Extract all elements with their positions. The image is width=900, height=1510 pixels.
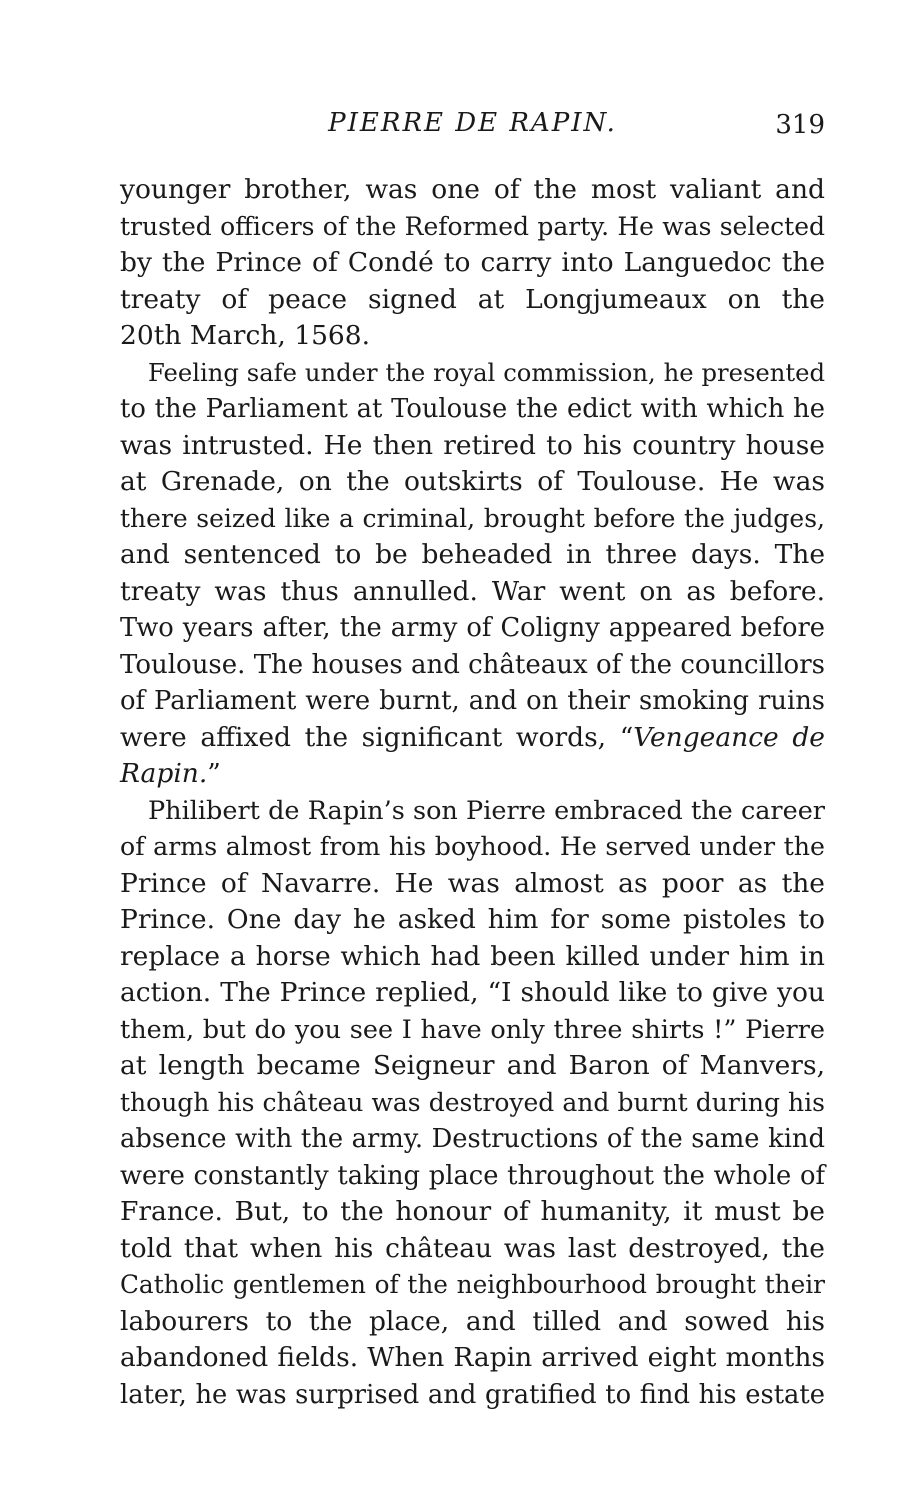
text-line: replace a horse which had been killed under him in: [120, 940, 825, 972]
body-text: [120, 172, 825, 1413]
text-line: [120, 720, 825, 757]
text-fragment: ”: [207, 758, 221, 789]
text-line: was intrusted. He then retired to his country house: [120, 429, 825, 461]
text-line: Philibert de Rapin’s son Pierre embraced the career: [148, 795, 825, 826]
text-line: trusted officers of the Reformed party. He was selected: [120, 211, 825, 241]
text-line: Prince. One day he asked him for some pistoles to: [120, 904, 825, 935]
text-line: of arms almost from his boyhood. He served under the: [120, 832, 825, 861]
text-line: abandoned fields. When Rapin arrived eight months: [120, 1342, 825, 1373]
text-line: there seized like a criminal, brought before the judges,: [120, 503, 825, 533]
text-line: Toulouse. The houses and châteaux of the councillors: [120, 649, 825, 680]
text-line: labourers to the place, and tilled and sowed his: [120, 1305, 825, 1337]
text-line: France. But, to the honour of humanity, it must be: [120, 1196, 825, 1227]
text-line: of Parliament were burnt, and on their smoking ruins: [120, 686, 825, 716]
text-line: at length became Seigneur and Baron of Manvers,: [120, 1050, 825, 1081]
text-line: treaty of peace signed at Longjumeaux on the: [120, 283, 825, 315]
text-line: action. The Prince replied, “I should like to give you: [120, 977, 825, 1008]
text-line: younger brother, was one of the most valiant and: [120, 174, 825, 205]
text-line: to the Parliament at Toulouse the edict with which he: [120, 394, 825, 424]
text-line: by the Prince of Condé to carry into Languedoc the: [120, 247, 825, 278]
text-line: Catholic gentlemen of the neighbourhood brought their: [120, 1270, 825, 1299]
text-line: treaty was thus annulled. War went on as before.: [120, 575, 825, 607]
text-line: and sentenced to be beheaded in three days. The: [120, 539, 825, 570]
italic-phrase: Rapin.: [120, 758, 208, 789]
text-fragment: were affixed the significant words, “: [120, 721, 634, 753]
text-line: Feeling safe under the royal commission, he presented: [148, 357, 825, 387]
text-line: Prince of Navarre. He was almost as poor as the: [120, 867, 825, 899]
text-line: [120, 756, 825, 793]
text-line: 20th March, 1568.: [120, 320, 371, 351]
text-line: absence with the army. Destructions of the same kind: [120, 1124, 825, 1154]
italic-phrase: Vengeance de: [633, 721, 825, 753]
text-line: later, he was surprised and gratified to find his estate: [120, 1379, 825, 1410]
text-line: Two years after, the army of Coligny appeared before: [120, 613, 825, 643]
text-line: were constantly taking place throughout the whole of: [120, 1160, 825, 1191]
text-line: them, but do you see I have only three shirts !” Pierre: [120, 1014, 825, 1045]
running-title: PIERRE DE RAPIN.: [328, 108, 617, 138]
text-line: told that when his château was last destroyed, the: [120, 1232, 825, 1264]
text-line: though his château was destroyed and burnt during his: [120, 1087, 825, 1117]
running-head: [120, 108, 825, 148]
page-number: 319: [775, 110, 825, 140]
text-line: at Grenade, on the outskirts of Toulouse. He was: [120, 466, 825, 497]
